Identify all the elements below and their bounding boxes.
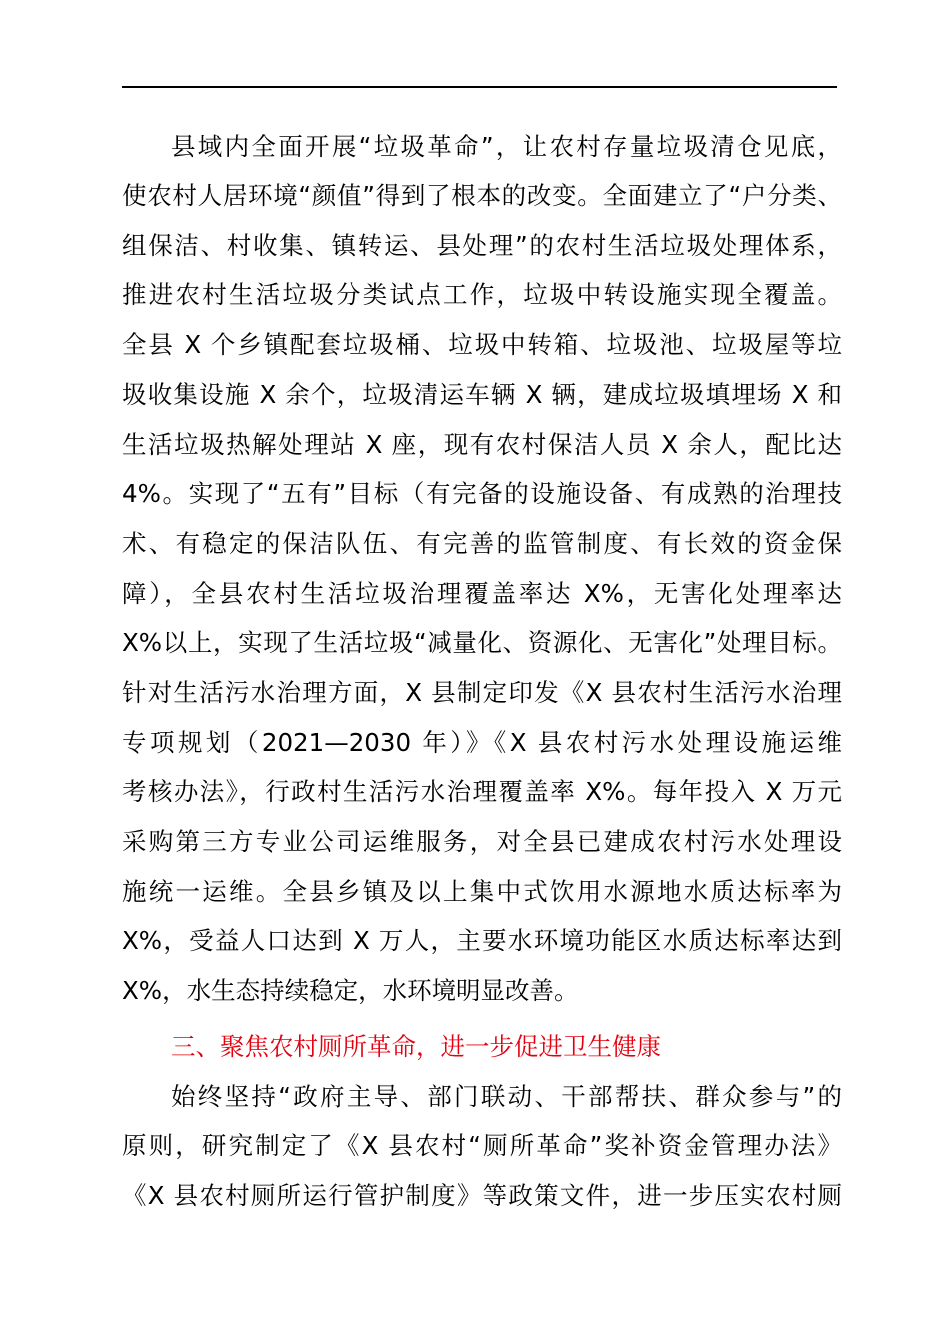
paragraph-line: 全县 X 个乡镇配套垃圾桶、垃圾中转箱、垃圾池、垃圾屋等垃 <box>122 330 842 359</box>
paragraph-line: 术、有稳定的保洁队伍、有完善的监管制度、有长效的资金保 <box>122 529 842 558</box>
paragraph-line: 原则，研究制定了《X 县农村“厕所革命”奖补资金管理办法》 <box>122 1131 842 1160</box>
header-rule <box>122 86 837 88</box>
paragraph-line: 始终坚持“政府主导、部门联动、干部帮扶、群众参与”的 <box>171 1082 842 1111</box>
paragraph-line: X%，受益人口达到 X 万人，主要水环境功能区水质达标率达到 <box>122 926 842 955</box>
paragraph-line: 县域内全面开展“垃圾革命”，让农村存量垃圾清仓见底， <box>171 132 842 161</box>
paragraph-line: 针对生活污水治理方面，X 县制定印发《X 县农村生活污水治理 <box>122 678 842 707</box>
paragraph-line: 圾收集设施 X 余个，垃圾清运车辆 X 辆，建成垃圾填埋场 X 和 <box>122 380 842 409</box>
paragraph-line: 组保洁、村收集、镇转运、县处理”的农村生活垃圾处理体系， <box>122 231 842 260</box>
paragraph-line: X%，水生态持续稳定，水环境明显改善。 <box>122 976 579 1005</box>
paragraph-line: 生活垃圾热解处理站 X 座，现有农村保洁人员 X 余人，配比达 <box>122 430 842 459</box>
paragraph-line: 使农村人居环境“颜值”得到了根本的改变。全面建立了“户分类、 <box>122 181 842 210</box>
paragraph-line: 施统一运维。全县乡镇及以上集中式饮用水源地水质达标率为 <box>122 877 842 906</box>
paragraph-line: 障），全县农村生活垃圾治理覆盖率达 X%，无害化处理率达 <box>122 579 842 608</box>
paragraph-line: 采购第三方专业公司运维服务，对全县已建成农村污水处理设 <box>122 827 842 856</box>
paragraph-line: 4%。实现了“五有”目标（有完备的设施设备、有成熟的治理技 <box>122 479 842 508</box>
section-heading: 三、聚焦农村厕所革命，进一步促进卫生健康 <box>171 1032 661 1061</box>
paragraph-line: 《X 县农村厕所运行管护制度》等政策文件，进一步压实农村厕 <box>122 1181 842 1210</box>
paragraph-line: 专项规划（2021—2030 年）》《X 县农村污水处理设施运维 <box>122 728 842 757</box>
paragraph-line: 考核办法》，行政村生活污水治理覆盖率 X%。每年投入 X 万元 <box>122 777 842 806</box>
paragraph-line: 推进农村生活垃圾分类试点工作，垃圾中转设施实现全覆盖。 <box>122 280 842 309</box>
paragraph-line: X%以上，实现了生活垃圾“减量化、资源化、无害化”处理目标。 <box>122 628 842 657</box>
